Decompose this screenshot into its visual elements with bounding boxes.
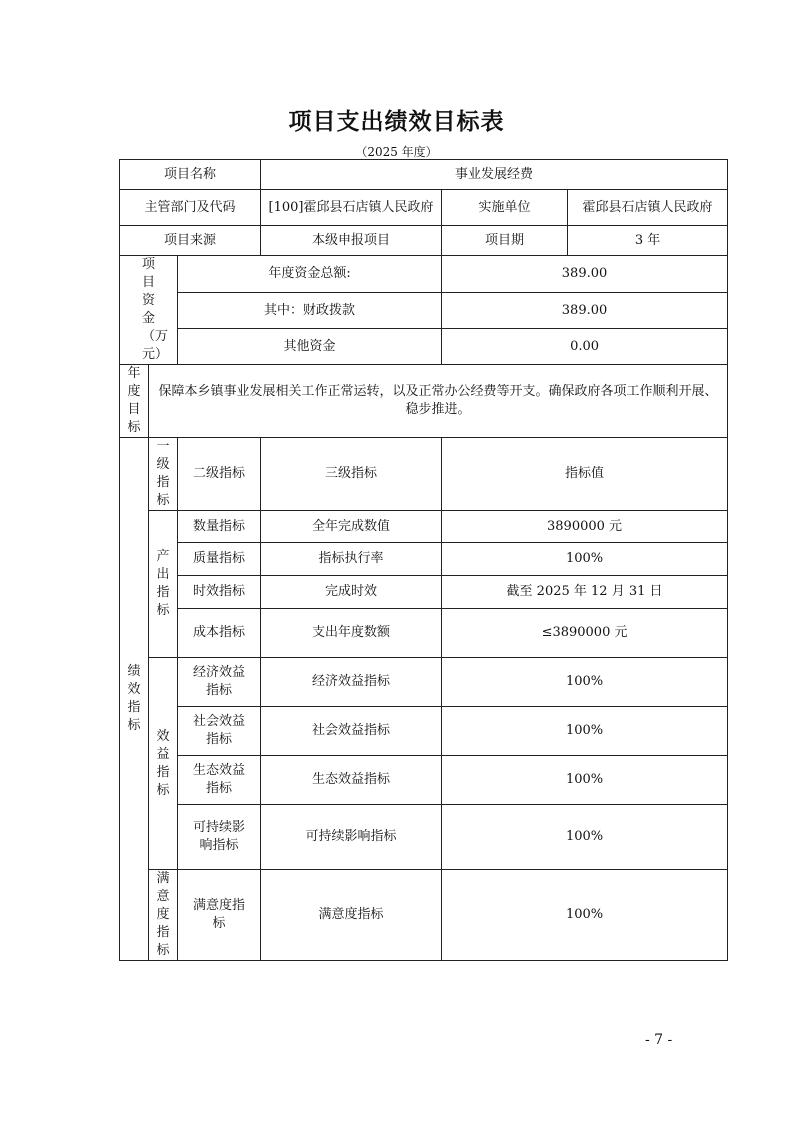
output-level3: 指标执行率 bbox=[261, 543, 442, 576]
output-level2: 时效指标 bbox=[178, 576, 261, 609]
output-value: 100% bbox=[442, 543, 728, 576]
fund-label-text: 项目资金（万元） bbox=[142, 257, 169, 362]
table-row bbox=[120, 756, 728, 805]
output-level2: 成本指标 bbox=[178, 609, 261, 658]
benefit-level2: 可持续影响指标 bbox=[178, 805, 261, 870]
annual-goal-label: 年度目标 bbox=[120, 365, 149, 438]
table-row bbox=[120, 576, 728, 609]
output-indicator-label: 产出指标 bbox=[149, 511, 178, 658]
perf-indicator-label: 绩效指标 bbox=[120, 438, 149, 961]
source-label: 项目来源 bbox=[120, 226, 261, 256]
benefit-level2: 社会效益指标 bbox=[178, 707, 261, 756]
output-level3: 完成时效 bbox=[261, 576, 442, 609]
output-level2: 质量指标 bbox=[178, 543, 261, 576]
fund-label bbox=[120, 256, 178, 365]
table-row bbox=[120, 160, 728, 190]
table-row bbox=[120, 190, 728, 226]
source-value: 本级申报项目 bbox=[261, 226, 442, 256]
benefit-level3: 社会效益指标 bbox=[261, 707, 442, 756]
benefit-value: 100% bbox=[442, 756, 728, 805]
page-subtitle: （2025 年度） bbox=[355, 145, 438, 159]
impl-value: 霍邱县石店镇人民政府 bbox=[568, 190, 728, 226]
project-name-value: 事业发展经费 bbox=[261, 160, 728, 190]
page-title: 项目支出绩效目标表 bbox=[288, 109, 505, 135]
dept-value: [100]霍邱县石店镇人民政府 bbox=[261, 190, 442, 226]
period-value: 3 年 bbox=[568, 226, 728, 256]
output-level3: 全年完成数值 bbox=[261, 511, 442, 543]
performance-target-table bbox=[119, 159, 728, 961]
satisfaction-value: 100% bbox=[442, 870, 728, 961]
table-row bbox=[120, 438, 728, 511]
period-label: 项目期 bbox=[442, 226, 568, 256]
header-level3: 三级指标 bbox=[261, 438, 442, 511]
satisfaction-level2: 满意度指标 bbox=[178, 870, 261, 961]
satisfaction-indicator-label: 满意度指标 bbox=[149, 870, 178, 961]
benefit-level3: 生态效益指标 bbox=[261, 756, 442, 805]
fund-fiscal-label: 其中：财政拨款 bbox=[178, 292, 442, 329]
benefit-level3: 可持续影响指标 bbox=[261, 805, 442, 870]
satisfaction-level3: 满意度指标 bbox=[261, 870, 442, 961]
table-row bbox=[120, 365, 728, 438]
dept-label: 主管部门及代码 bbox=[120, 190, 261, 226]
header-level2: 二级指标 bbox=[178, 438, 261, 511]
benefit-indicator-label: 效益指标 bbox=[149, 658, 178, 870]
fund-fiscal-value: 389.00 bbox=[442, 292, 728, 329]
output-value: ≤3890000 元 bbox=[442, 609, 728, 658]
table-row bbox=[120, 609, 728, 658]
page-number: - 7 - bbox=[645, 1032, 673, 1048]
benefit-value: 100% bbox=[442, 805, 728, 870]
project-name-label: 项目名称 bbox=[120, 160, 261, 190]
output-value: 截至 2025 年 12 月 31 日 bbox=[442, 576, 728, 609]
table-row bbox=[120, 256, 728, 293]
impl-label: 实施单位 bbox=[442, 190, 568, 226]
table-row bbox=[120, 511, 728, 543]
fund-total-label: 年度资金总额: bbox=[178, 256, 442, 293]
table-row bbox=[120, 658, 728, 707]
benefit-value: 100% bbox=[442, 658, 728, 707]
table-row bbox=[120, 226, 728, 256]
benefit-level3: 经济效益指标 bbox=[261, 658, 442, 707]
output-value: 3890000 元 bbox=[442, 511, 728, 543]
benefit-level2: 经济效益指标 bbox=[178, 658, 261, 707]
fund-other-value: 0.00 bbox=[442, 329, 728, 365]
output-level3: 支出年度数额 bbox=[261, 609, 442, 658]
table-row bbox=[120, 329, 728, 365]
table-row bbox=[120, 707, 728, 756]
header-value: 指标值 bbox=[442, 438, 728, 511]
header-level1: 一级指标 bbox=[149, 438, 178, 511]
fund-total-value: 389.00 bbox=[442, 256, 728, 293]
output-level2: 数量指标 bbox=[178, 511, 261, 543]
annual-goal-text: 保障本乡镇事业发展相关工作正常运转，以及正常办公经费等开支。确保政府各项工作顺利开展、稳步推进。 bbox=[149, 365, 728, 438]
table-row bbox=[120, 292, 728, 329]
table-row bbox=[120, 870, 728, 961]
table-row bbox=[120, 805, 728, 870]
benefit-level2: 生态效益指标 bbox=[178, 756, 261, 805]
table-row bbox=[120, 543, 728, 576]
fund-other-label: 其他资金 bbox=[178, 329, 442, 365]
benefit-value: 100% bbox=[442, 707, 728, 756]
